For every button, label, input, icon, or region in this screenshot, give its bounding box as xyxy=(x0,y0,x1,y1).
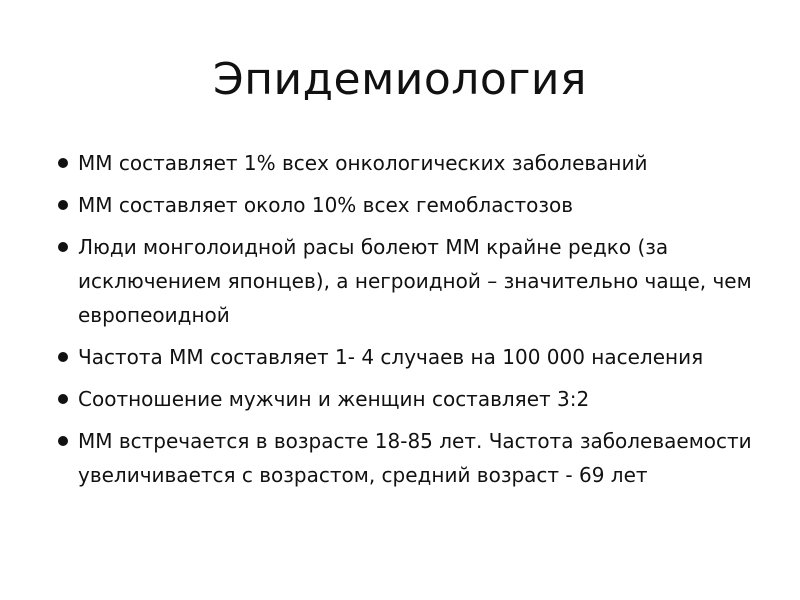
bullet-item xyxy=(56,382,756,416)
bullet-text: Соотношение мужчин и женщин составляет 3:2 xyxy=(78,387,590,411)
bullet-item xyxy=(56,230,756,332)
bullet-dot-icon xyxy=(58,200,68,210)
bullet-dot-icon xyxy=(58,352,68,362)
bullet-text: ММ составляет 1% всех онкологических заболеваний xyxy=(78,151,648,175)
bullet-item xyxy=(56,340,756,374)
bullet-list xyxy=(56,146,756,500)
bullet-dot-icon xyxy=(58,436,68,446)
bullet-dot-icon xyxy=(58,158,68,168)
bullet-text: Люди монголоидной расы болеют ММ крайне редко (за исключением японцев), а негроидной – значительно чаще, чем европеоидной xyxy=(78,235,752,327)
bullet-text: ММ составляет около 10% всех гемобластозов xyxy=(78,193,573,217)
bullet-dot-icon xyxy=(58,242,68,252)
bullet-text: Частота ММ составляет 1- 4 случаев на 100 000 населения xyxy=(78,345,704,369)
bullet-item xyxy=(56,188,756,222)
slide-title: Эпидемиология xyxy=(212,54,587,105)
bullet-item xyxy=(56,146,756,180)
bullet-dot-icon xyxy=(58,394,68,404)
bullet-item xyxy=(56,424,756,492)
bullet-text: ММ встречается в возрасте 18-85 лет. Частота заболеваемости увеличивается с возрастом, средний возраст - 69 лет xyxy=(78,429,752,487)
